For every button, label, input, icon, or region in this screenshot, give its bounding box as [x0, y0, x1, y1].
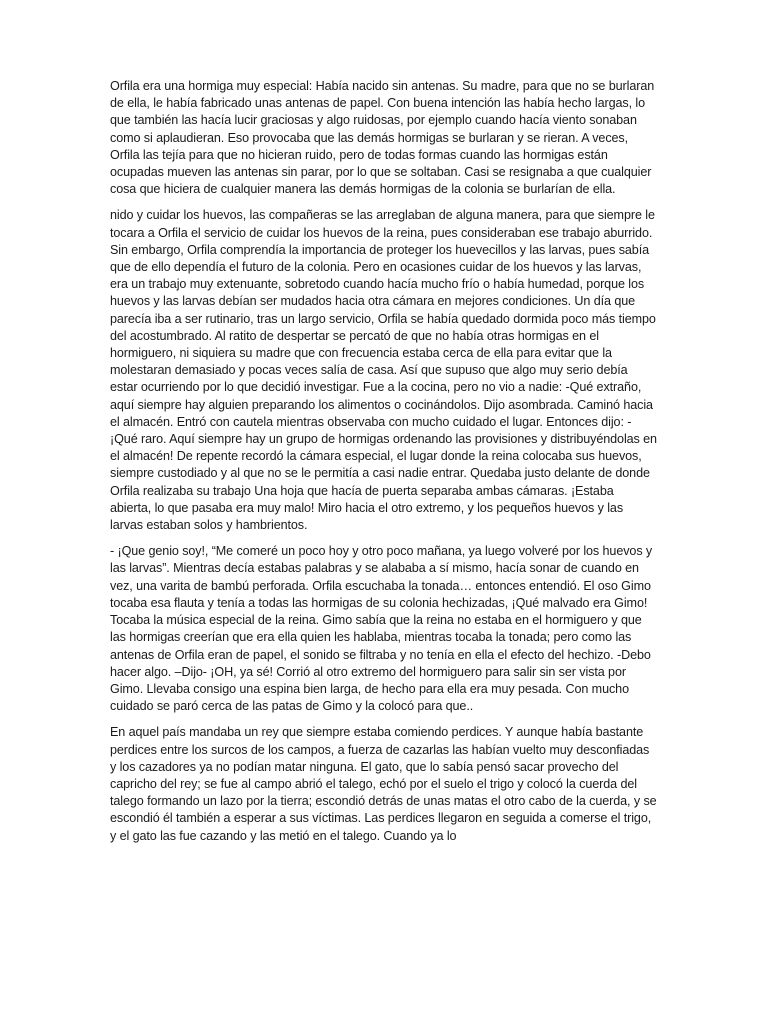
paragraph-4: En aquel país mandaba un rey que siempre estaba comiendo perdices. Y aunque había bastante perdices entre los surcos de los campos, a fuerza de cazarlas las habían vuelto muy desconfiadas y los cazadores ya no podían matar ninguna. El gato, que lo sabía pensó sacar provecho del capricho del rey; se fue al campo abrió el talego, echó por el suelo el trigo y colocó la cuerda del talego formando un lazo por la tierra; escondió detrás de unas matas el otro cabo de la cuerda, y se escondió él también a esperar a sus víctimas. Las perdices llegaron en seguida a comerse el trigo, y el gato las fue cazando y las metió en el talego. Cuando ya lo [110, 725, 657, 843]
paragraph-2: nido y cuidar los huevos, las compañeras se las arreglaban de alguna manera, para que siempre le tocara a Orfila el servicio de cuidar los huevos de la reina, pues consideraban ese trabajo aburrido. Sin embargo, Orfila comprendía la importancia de proteger los huevecillos y las larvas, pues sabía que de ello dependía el futuro de la colonia. Pero en ocasiones cuidar de los huevos y las larvas, era un trabajo muy extenuante, sobretodo cuando hacía mucho frío o había humedad, porque los huevos y las larvas debían ser mudados hacia otra cámara en mejores condiciones. Un día que parecía iba a ser rutinario, tras un largo servicio, Orfila se había quedado dormida poco más tiempo del acostumbrado. Al ratito de despertar se percató de que no había otras hormigas en el hormiguero, ni siquiera su madre que con frecuencia estaba cerca de ella para evitar que la molestaran demasiado y pocas veces salía de casa. Así que supuso que algo muy serio debía estar ocurriendo por lo que decidió investigar. Fue a la cocina, pero no vio a nadie: -Qué extraño, aquí siempre hay alguien preparando los alimentos o cocinándolos. Dijo asombrada. Caminó hacia el almacén. Entró con cautela mientras observaba con mucho cuidado el lugar. Entonces dijo: - ¡Qué raro. Aquí siempre hay un grupo de hormigas ordenando las provisiones y distribuyéndolas en el almacén! De repente recordó la cámara especial, el lugar donde la reina colocaba sus huevos, siempre custodiado y al que no se le permitía a casi nadie entrar. Quedaba justo delante de donde Orfila realizaba su trabajo Una hoja que hacía de puerta separaba ambas cámaras. ¡Estaba abierta, lo que pasaba era muy malo! Miro hacia el otro extremo, y los pequeños huevos y las larvas estaban solos y hambrientos. [110, 208, 657, 533]
paragraph-3: - ¡Que genio soy!, “Me comeré un poco hoy y otro poco mañana, ya luego volveré por los huevos y las larvas”. Mientras decía estabas palabras y se alababa a sí mismo, hacía sonar de cuando en vez, una varita de bambú perforada. Orfila escuchaba la tonada… entonces entendió. El oso Gimo tocaba esa flauta y tenía a todas las hormigas de su colonia hechizadas, ¡Qué malvado era Gimo! Tocaba la música especial de la reina. Gimo sabía que la reina no estaba en el hormiguero y que las hormigas creerían que era ella quien les hablaba, mientras tocaba la tonada; pero como las antenas de Orfila eran de papel, el sonido se filtraba y no tenía en ella el efecto del hechizo. -Debo hacer algo. –Dijo- ¡OH, ya sé! Corrió al otro extremo del hormiguero para salir sin ser vista por Gimo. Llevaba consigo una espina bien larga, de hecho para ella era muy pesada. Con mucho cuidado se paró cerca de las patas de Gimo y la colocó para que.. [110, 544, 653, 714]
document-page [110, 78, 658, 854]
paragraph-1: Orfila era una hormiga muy especial: Había nacido sin antenas. Su madre, para que no se burlaran de ella, le había fabricado unas antenas de papel. Con buena intención las había hecho largas, lo que también las hacía lucir graciosas y algo ruidosas, por ejemplo cuando hacía viento sonaban como si aplaudieran. Eso provocaba que las demás hormigas se burlaran y se rieran. A veces, Orfila las tejía para que no hicieran ruido, pero de todas formas cuando las hormigas están ocupadas mueven las antenas sin parar, por lo que se soltaban. Casi se resignaba a que cualquier cosa que hiciera de cualquier manera las demás hormigas de la colonia se burlarían de ella. [110, 79, 655, 197]
